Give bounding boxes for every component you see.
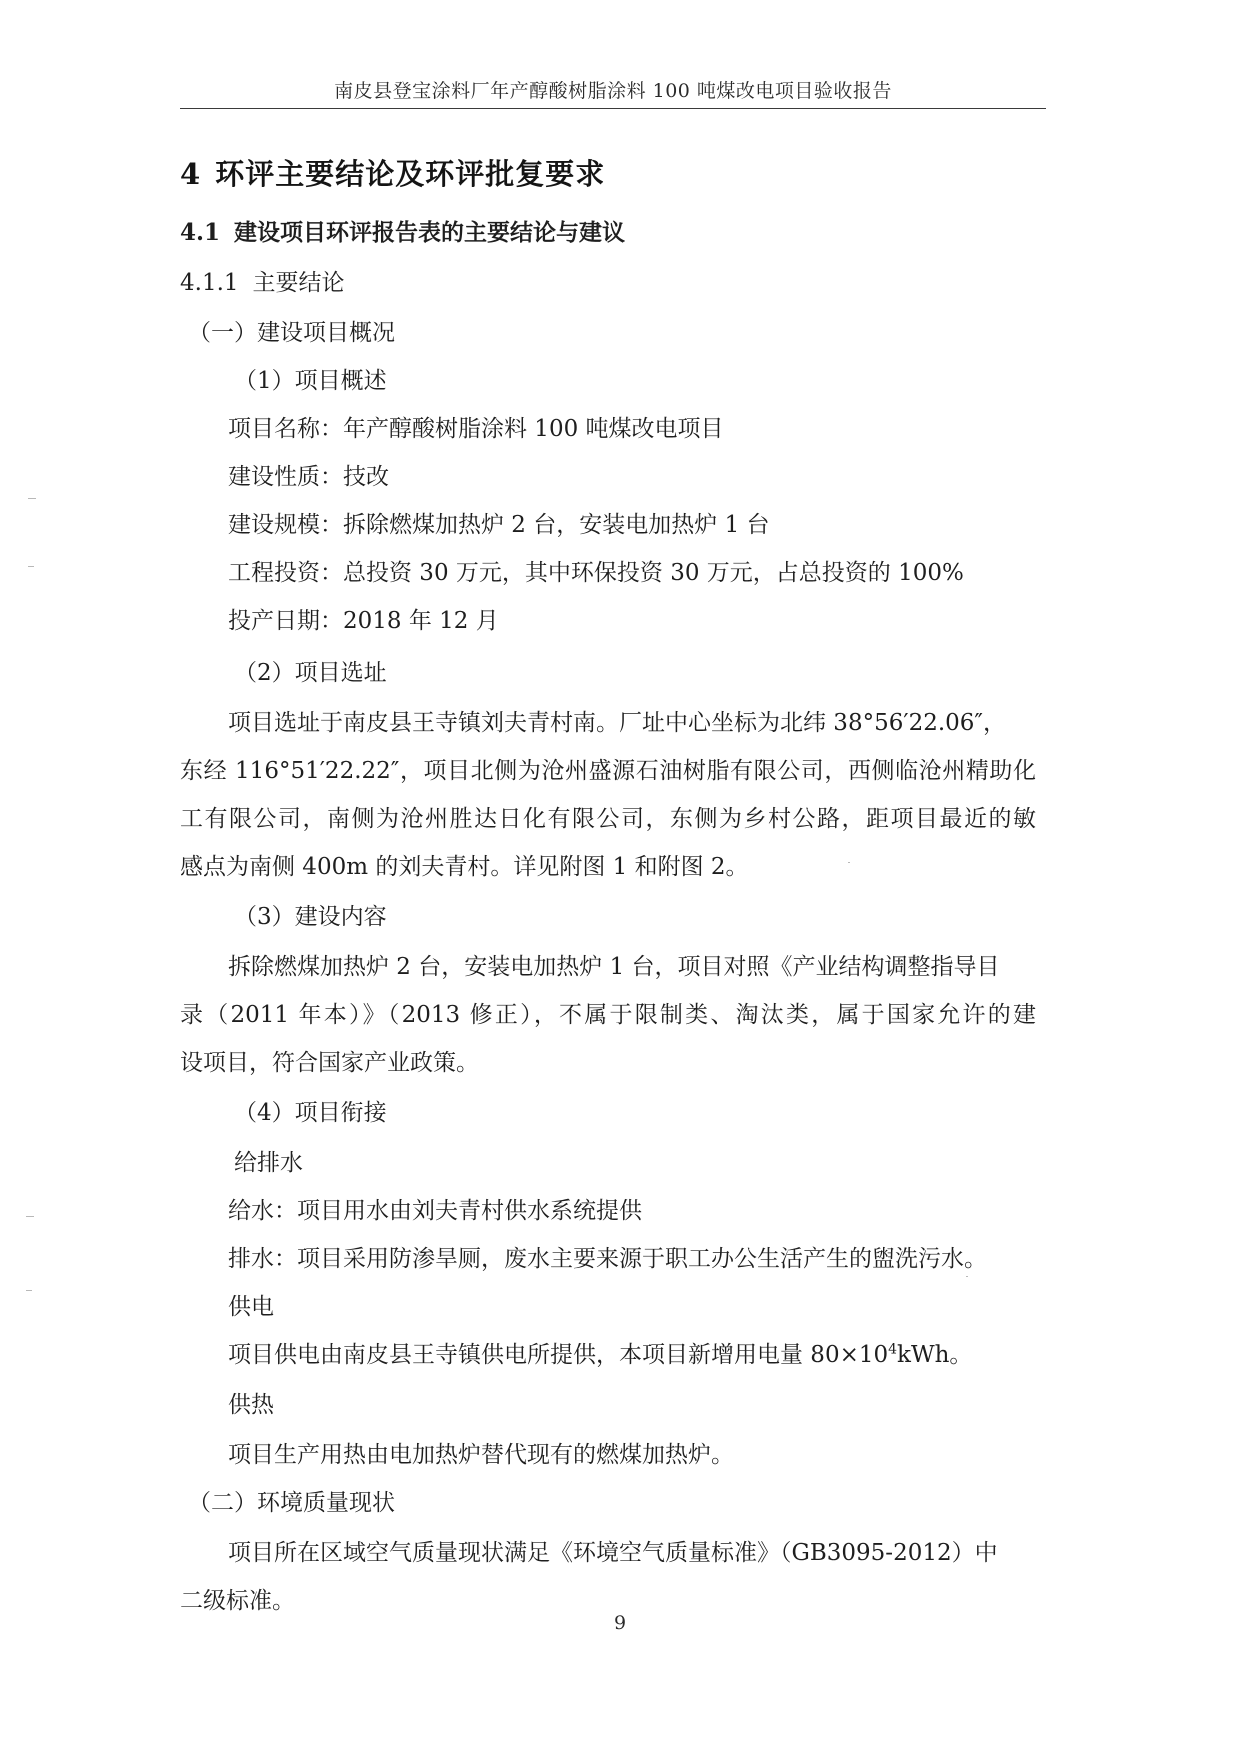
- power-text: 项目供电由南皮县王寺镇供电所提供，本项目新增用电量 80×10: [228, 1342, 889, 1368]
- subsection-heading: [180, 214, 625, 247]
- subsubsection-title: 主要结论: [252, 270, 345, 296]
- subsubsection-heading: [180, 264, 345, 297]
- scan-artifact: [26, 1216, 34, 1217]
- air-quality-line: 二级标准。: [180, 1588, 295, 1614]
- page-number: 9: [613, 1612, 627, 1634]
- site-line: 东经 116°51′22.22″，项目北侧为沧州盛源石油树脂有限公司，西侧临沧州精助化: [180, 758, 1036, 784]
- power-unit: kWh。: [897, 1342, 973, 1368]
- subsection-number: 4.1: [180, 219, 221, 246]
- overview-heading: （1）项目概述: [234, 368, 387, 394]
- scan-artifact: [28, 498, 36, 499]
- project-investment: 工程投资：总投资 30 万元，其中环保投资 30 万元，占总投资的 100%: [228, 560, 964, 586]
- content-line: 录（2011 年本）》（2013 修正），不属于限制类、淘汰类，属于国家允许的建: [180, 1002, 1036, 1028]
- power-supply: [228, 1336, 972, 1369]
- water-supply: 给水：项目用水由刘夫青村供水系统提供: [228, 1198, 642, 1224]
- drainage: 排水：项目采用防渗旱厕，废水主要来源于职工办公生活产生的盥洗污水。: [228, 1246, 987, 1272]
- power-heading: 供电: [228, 1294, 274, 1320]
- site-line: 感点为南侧 400m 的刘夫青村。详见附图 1 和附图 2。: [180, 854, 749, 880]
- heat-heading: 供热: [228, 1392, 274, 1418]
- subsection-title: 建设项目环评报告表的主要结论与建议: [234, 219, 626, 246]
- project-name: 项目名称：年产醇酸树脂涂料 100 吨煤改电项目: [228, 416, 724, 442]
- part1-title: （一）建设项目概况: [188, 320, 395, 346]
- project-scale: 建设规模：拆除燃煤加热炉 2 台，安装电加热炉 1 台: [228, 512, 770, 538]
- running-header: 南皮县登宝涂料厂年产醇酸树脂涂料 100 吨煤改电项目验收报告: [334, 80, 892, 102]
- scan-artifact: [966, 1276, 968, 1277]
- connection-heading: （4）项目衔接: [234, 1100, 387, 1126]
- site-line: 项目选址于南皮县王寺镇刘夫青村南。厂址中心坐标为北纬 38°56′22.06″，: [228, 710, 1007, 736]
- water-heading: 给排水: [234, 1150, 303, 1176]
- scan-artifact: [848, 862, 850, 863]
- content-heading: （3）建设内容: [234, 904, 387, 930]
- air-quality-line: 项目所在区域空气质量现状满足《环境空气质量标准》（GB3095-2012）中: [228, 1540, 998, 1566]
- section-title: 环评主要结论及环评批复要求: [215, 157, 606, 191]
- section-number: 4: [180, 157, 202, 191]
- project-nature: 建设性质：技改: [228, 464, 389, 490]
- power-exponent: 4: [888, 1341, 898, 1358]
- part2-title: （二）环境质量现状: [188, 1490, 395, 1516]
- section-heading: [180, 152, 605, 193]
- heat-supply: 项目生产用热由电加热炉替代现有的燃煤加热炉。: [228, 1442, 734, 1468]
- project-date: 投产日期：2018 年 12 月: [228, 608, 499, 634]
- content-line: 设项目，符合国家产业政策。: [180, 1050, 479, 1076]
- header-rule: [180, 108, 1046, 109]
- content-line: 拆除燃煤加热炉 2 台，安装电加热炉 1 台，项目对照《产业结构调整指导目: [228, 954, 1000, 980]
- scan-artifact: [26, 1290, 32, 1291]
- scan-artifact: [28, 566, 34, 567]
- site-heading: （2）项目选址: [234, 660, 387, 686]
- site-line: 工有限公司，南侧为沧州胜达日化有限公司，东侧为乡村公路，距项目最近的敏: [180, 806, 1036, 832]
- subsubsection-number: 4.1.1: [180, 270, 239, 296]
